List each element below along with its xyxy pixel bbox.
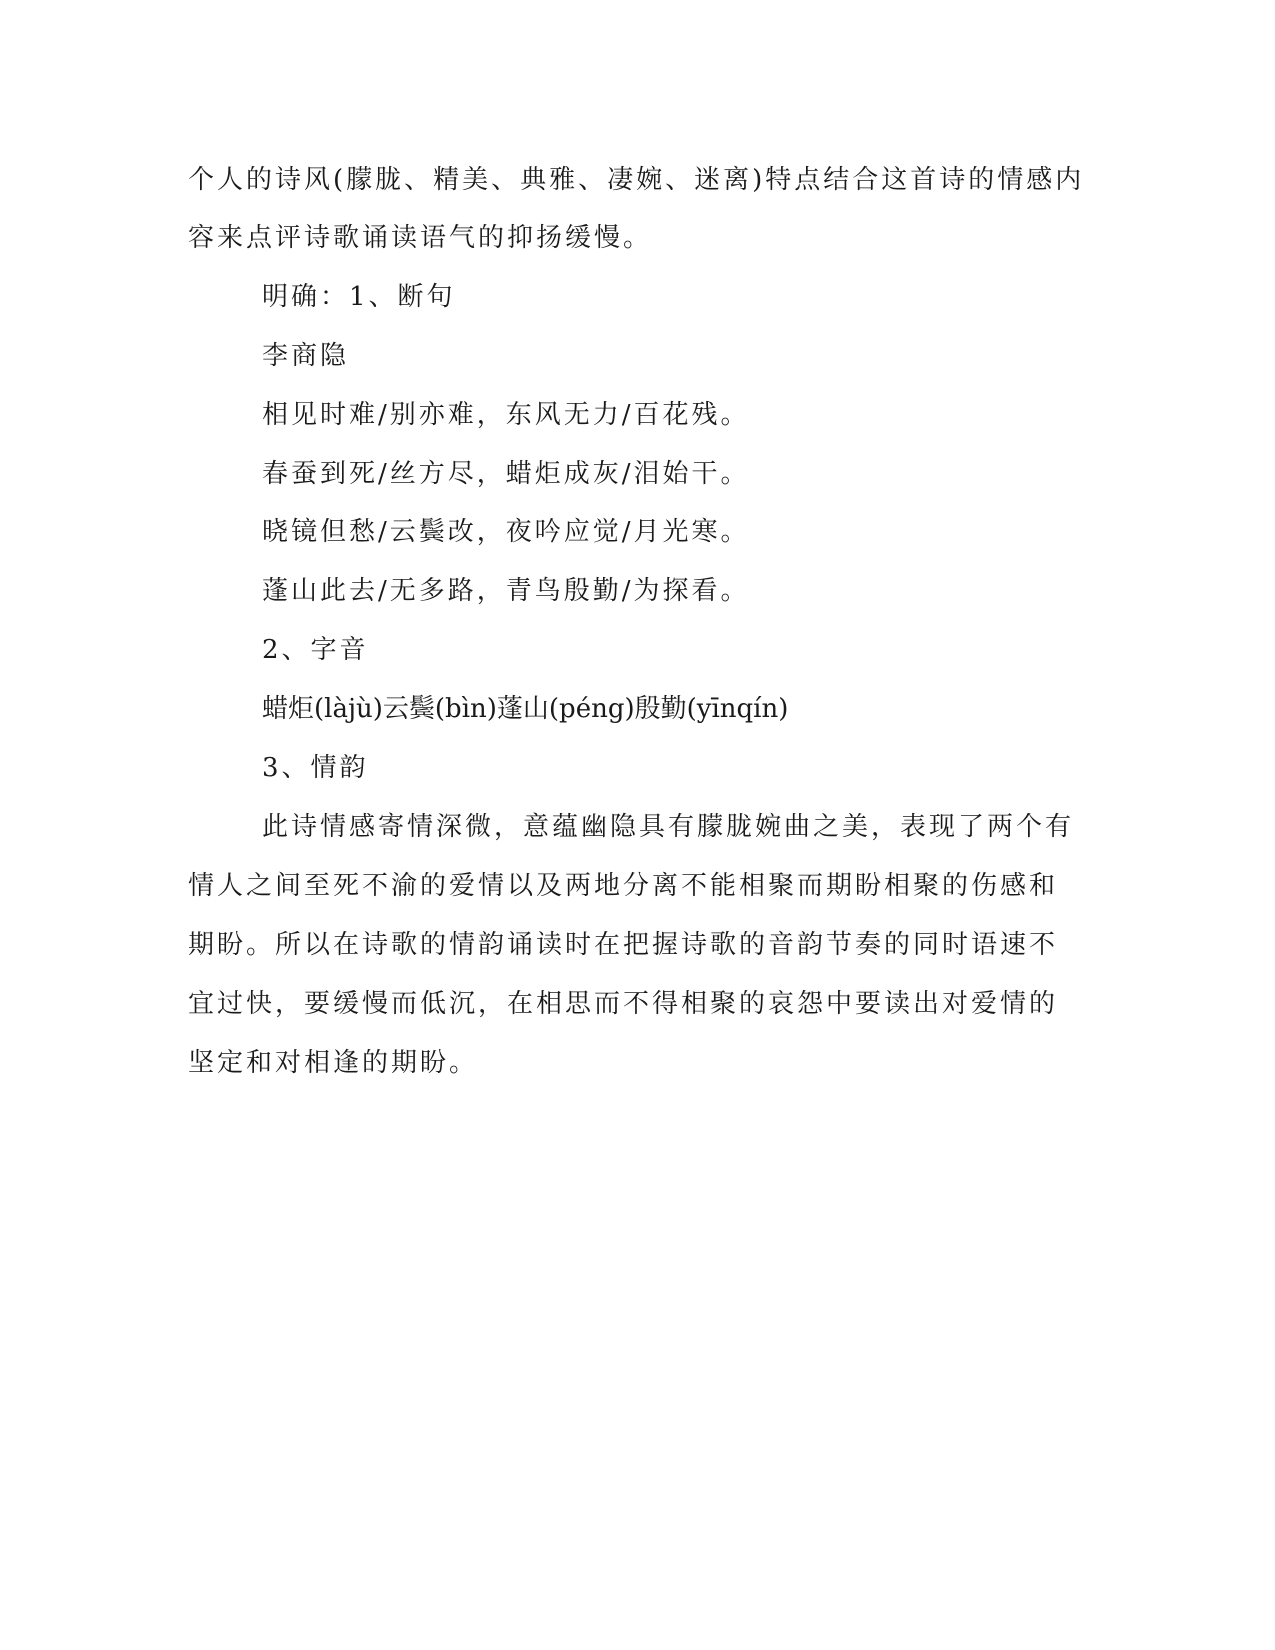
- poem-line-4: 蓬山此去/无多路，青鸟殷勤/为探看。: [262, 576, 750, 606]
- analysis-line-4: 宜过快，要缓慢而低沉，在相思而不得相聚的哀怨中要读出对爱情的: [188, 989, 1059, 1019]
- poem-line-1: 相见时难/别亦难，东风无力/百花残。: [262, 400, 750, 430]
- analysis-line-1: 此诗情感寄情深微，意蕴幽隐具有朦胧婉曲之美，表现了两个有: [262, 812, 1075, 842]
- pronunciation-line: 蜡炬(làjù)云鬓(bìn)蓬山(péng)殷勤(yīnqín): [262, 694, 789, 724]
- poem-line-2: 春蚕到死/丝方尽，蜡炬成灰/泪始干。: [262, 459, 750, 489]
- analysis-line-3: 期盼。所以在诗歌的情韵诵读时在把握诗歌的音韵节奏的同时语速不: [188, 930, 1059, 960]
- section-heading-emotion: 3、情韵: [262, 753, 369, 783]
- analysis-line-5: 坚定和对相逢的期盼。: [188, 1048, 479, 1078]
- poem-line-3: 晓镜但愁/云鬓改，夜吟应觉/月光寒。: [262, 517, 750, 547]
- section-heading-pronunciation: 2、字音: [262, 635, 369, 665]
- intro-line-1: 个人的诗风(朦胧、精美、典雅、凄婉、迷离)特点结合这首诗的情感内: [188, 165, 1085, 195]
- analysis-line-2: 情人之间至死不渝的爱情以及两地分离不能相聚而期盼相聚的伤感和: [188, 871, 1059, 901]
- poem-author: 李商隐: [262, 341, 350, 371]
- section-heading-punctuation: 明确：1、断句: [262, 282, 456, 312]
- intro-line-2: 容来点评诗歌诵读语气的抑扬缓慢。: [188, 223, 653, 253]
